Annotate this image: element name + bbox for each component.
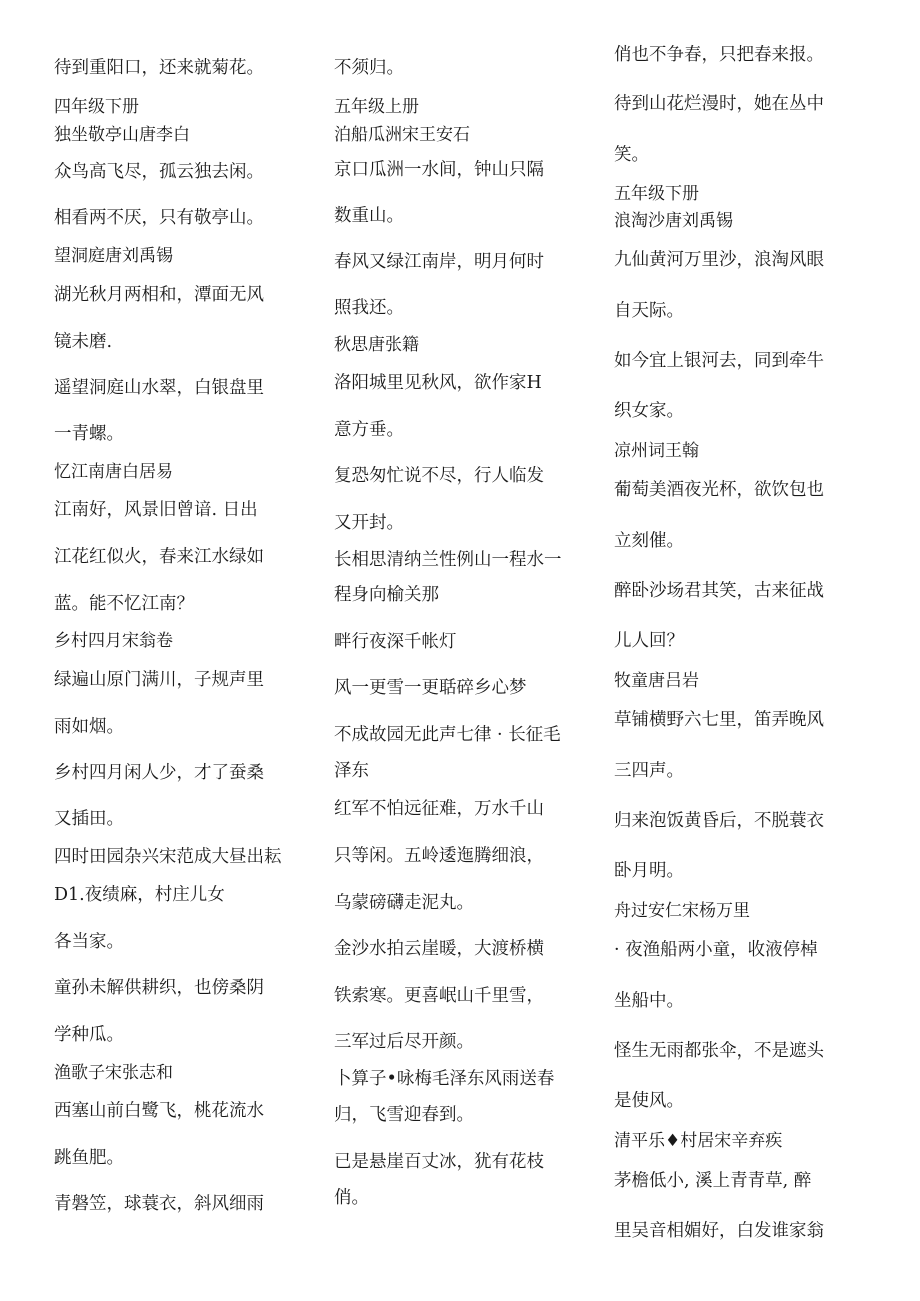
section-heading: 五年级下册 bbox=[614, 184, 699, 204]
text-line: 金沙水拍云崖暖，大渡桥横 bbox=[334, 939, 544, 959]
text-line: 复恐匆忙说不尽，行人临发 bbox=[334, 466, 544, 486]
text-line: 醉卧沙场君其笑，古来征战 bbox=[614, 581, 824, 601]
text-line: 西塞山前白鹭飞，桃花流水 bbox=[54, 1101, 264, 1121]
poem-title: 渔歌子宋张志和 bbox=[54, 1063, 173, 1083]
text-line: 红军不怕远征难，万水千山 bbox=[334, 799, 544, 819]
text-line: 里吴音相媚好，白发谁家翁 bbox=[614, 1221, 824, 1241]
text-line: 乌蒙磅礴走泥丸。 bbox=[334, 893, 474, 913]
poem-title: 舟过安仁宋杨万里 bbox=[614, 901, 750, 921]
text-line: 童孙未解供耕织，也傍桑阴 bbox=[54, 978, 264, 998]
poem-title: 卜算子•咏梅毛泽东风雨送春 bbox=[334, 1069, 555, 1089]
text-line: 归，飞雪迎春到。 bbox=[334, 1105, 474, 1125]
text-line: 卧月明。 bbox=[614, 861, 684, 881]
text-line: 风一更雪一更聒碎乡心梦 bbox=[334, 678, 527, 698]
text-line: 自天际。 bbox=[614, 301, 684, 321]
poem-title: 牧童唐吕岩 bbox=[614, 671, 699, 691]
text-line: 铁索寒。更喜岷山千里雪， bbox=[334, 986, 544, 1006]
poem-title: 四时田园杂兴宋范成大昼出耘 bbox=[54, 847, 282, 867]
poem-title: 乡村四月宋翁卷 bbox=[54, 631, 173, 651]
text-line: 相看两不厌，只有敬亭山。 bbox=[54, 208, 264, 228]
text-line: 待到重阳口，还来就菊花。 bbox=[54, 58, 264, 78]
poem-title: 独坐敬亭山唐李白 bbox=[54, 125, 190, 145]
text-line: 葡萄美酒夜光杯，欲饮包也 bbox=[614, 480, 824, 500]
text-line: 立刻催。 bbox=[614, 531, 684, 551]
poem-title: 长相思清纳兰性例山一程水一 bbox=[334, 550, 562, 570]
text-line: 湖光秋月两相和，潭面无风 bbox=[54, 285, 264, 305]
text-line: 绿遍山原门满川，子规声里 bbox=[54, 670, 264, 690]
text-line: 学种瓜。 bbox=[54, 1025, 124, 1045]
text-line: 跳鱼肥。 bbox=[54, 1148, 124, 1168]
text-line: 春风又绿江南岸，明月何时 bbox=[334, 252, 544, 272]
text-line: D1.夜绩麻，村庄儿女 bbox=[54, 885, 225, 905]
text-line: 待到山花烂漫时，她在丛中 bbox=[614, 94, 824, 114]
text-line: 洛阳城里见秋风，欲作家H bbox=[334, 373, 542, 393]
text-line: 程身向榆关那 bbox=[334, 585, 439, 605]
text-line: 照我还。 bbox=[334, 298, 404, 318]
text-line: 草铺横野六七里，笛弄晚风 bbox=[614, 710, 824, 730]
text-line: 又插田。 bbox=[54, 809, 124, 829]
text-line: 雨如烟。 bbox=[54, 717, 124, 737]
section-heading: 五年级上册 bbox=[334, 97, 419, 117]
text-line: 茅檐低小, 溪上青青草, 醉 bbox=[614, 1171, 812, 1191]
text-line: 江花红似火，春来江水绿如 bbox=[54, 547, 264, 567]
text-line: 遥望洞庭山水翠，白银盘里 bbox=[54, 378, 264, 398]
text-line: 意方垂。 bbox=[334, 420, 404, 440]
text-line: 九仙黄河万里沙，浪淘风眼 bbox=[614, 250, 824, 270]
text-line: 只等闲。五岭逶迤腾细浪， bbox=[334, 846, 544, 866]
poem-title: 秋思唐张籍 bbox=[334, 335, 419, 355]
text-line: 怪生无雨都张伞，不是遮头 bbox=[614, 1041, 824, 1061]
text-line: 坐船中。 bbox=[614, 991, 684, 1011]
text-line: 江南好，风景旧曾谙. 日出 bbox=[54, 500, 258, 520]
text-line: 俏。 bbox=[334, 1188, 369, 1208]
section-heading: 四年级下册 bbox=[54, 97, 139, 117]
poem-title: 凉州词王翰 bbox=[614, 441, 699, 461]
text-line: · 夜渔船两小童，收液停棹 bbox=[614, 940, 818, 960]
text-line: 镜未磨. bbox=[54, 332, 113, 352]
text-line: 青磐笠，球蓑衣，斜风细雨 bbox=[54, 1194, 264, 1214]
text-line: 不成故园无此声七律 · 长征毛 bbox=[334, 725, 561, 745]
text-line: 三军过后尽开颜。 bbox=[334, 1032, 474, 1052]
text-line: 泽东 bbox=[334, 761, 369, 781]
poem-title: 望洞庭唐刘禹锡 bbox=[54, 246, 173, 266]
text-line: 归来泡饭黄昏后，不脱蓑衣 bbox=[614, 811, 824, 831]
text-line: 蓝。能不忆江南？ bbox=[54, 594, 194, 614]
text-line: 三四声。 bbox=[614, 761, 684, 781]
poem-title: 浪淘沙唐刘禹锡 bbox=[614, 211, 733, 231]
poem-title: 泊船瓜洲宋王安石 bbox=[334, 125, 470, 145]
text-line: 京口瓜洲一水间，钟山只隔 bbox=[334, 160, 544, 180]
text-line: 各当家。 bbox=[54, 932, 124, 952]
poem-title: 清平乐♦村居宋辛弃疾 bbox=[614, 1131, 783, 1151]
text-line: 众鸟高飞尽，孤云独去闲。 bbox=[54, 162, 264, 182]
text-line: 如今宜上银河去，同到牵牛 bbox=[614, 351, 824, 371]
text-line: 俏也不争春，只把春来报。 bbox=[614, 45, 824, 65]
text-line: 儿人回？ bbox=[614, 631, 684, 651]
text-line: 已是悬崖百丈冰，犹有花枝 bbox=[334, 1152, 544, 1172]
text-line: 又开封。 bbox=[334, 513, 404, 533]
text-line: 笑。 bbox=[614, 145, 649, 165]
text-line: 是使风。 bbox=[614, 1091, 684, 1111]
text-line: 一青螺。 bbox=[54, 424, 124, 444]
poem-title: 忆江南唐白居易 bbox=[54, 462, 173, 482]
text-line: 数重山。 bbox=[334, 206, 404, 226]
text-line: 织女家。 bbox=[614, 401, 684, 421]
text-line: 乡村四月闲人少，才了蚕桑 bbox=[54, 763, 264, 783]
text-line: 不须归。 bbox=[334, 58, 404, 78]
text-line: 畔行夜深千帐灯 bbox=[334, 632, 457, 652]
